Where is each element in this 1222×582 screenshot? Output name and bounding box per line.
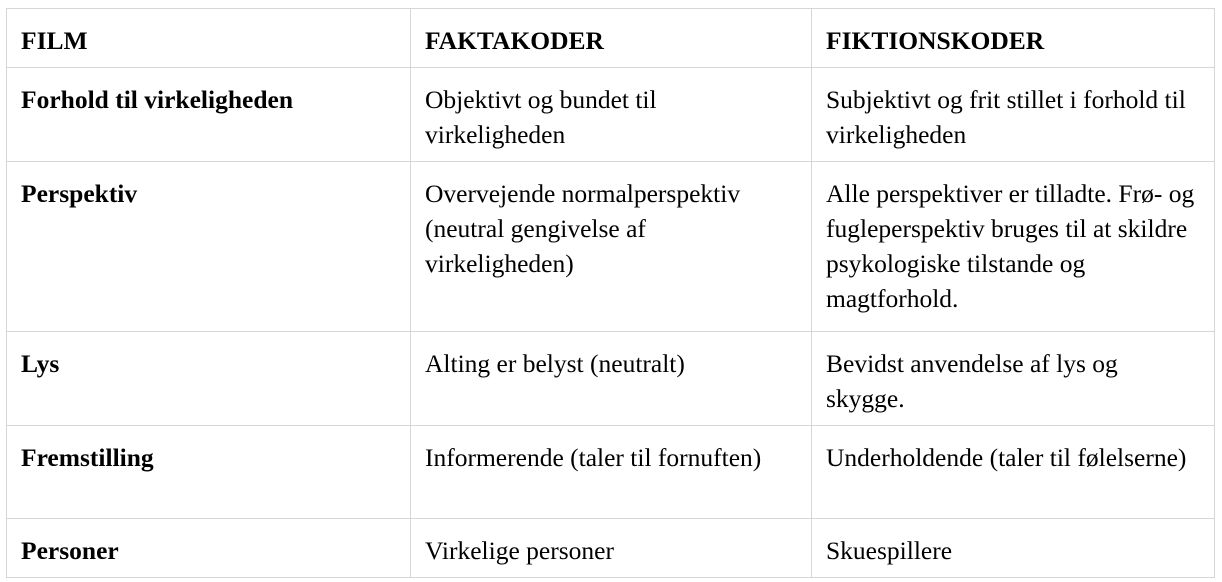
comparison-table	[6, 8, 1215, 578]
fiktion-cell: Subjektivt og frit stillet i forhold til virkeligheden	[812, 68, 1215, 162]
header-fiktionskoder: FIKTIONSKODER	[812, 9, 1215, 68]
fakta-cell: Overvejende normalperspektiv (neutral gengivelse af virkeligheden)	[411, 162, 812, 332]
table-body	[7, 68, 1215, 578]
row-label: Lys	[7, 332, 411, 426]
fiktion-cell: Skuespillere	[812, 519, 1215, 578]
row-label: Fremstilling	[7, 426, 411, 519]
fakta-cell: Alting er belyst (neutralt)	[411, 332, 812, 426]
fiktion-cell: Alle perspektiver er tilladte. Frø- og fugleperspektiv bruges til at skildre psykologiske tilstande og magtforhold.	[812, 162, 1215, 332]
table-row	[7, 519, 1215, 578]
table-row	[7, 68, 1215, 162]
header-faktakoder: FAKTAKODER	[411, 9, 812, 68]
fiktion-cell: Underholdende (taler til følelserne)	[812, 426, 1215, 519]
table-row	[7, 162, 1215, 332]
table-header	[7, 9, 1215, 68]
table-row	[7, 332, 1215, 426]
fiktion-cell: Bevidst anvendelse af lys og skygge.	[812, 332, 1215, 426]
row-label: Forhold til virkeligheden	[7, 68, 411, 162]
row-label: Personer	[7, 519, 411, 578]
fakta-cell: Informerende (taler til fornuften)	[411, 426, 812, 519]
comparison-table-container	[6, 8, 1214, 578]
header-film: FILM	[7, 9, 411, 68]
row-label: Perspektiv	[7, 162, 411, 332]
fakta-cell: Objektivt og bundet til virkeligheden	[411, 68, 812, 162]
fakta-cell: Virkelige personer	[411, 519, 812, 578]
header-row	[7, 9, 1215, 68]
table-row	[7, 426, 1215, 519]
